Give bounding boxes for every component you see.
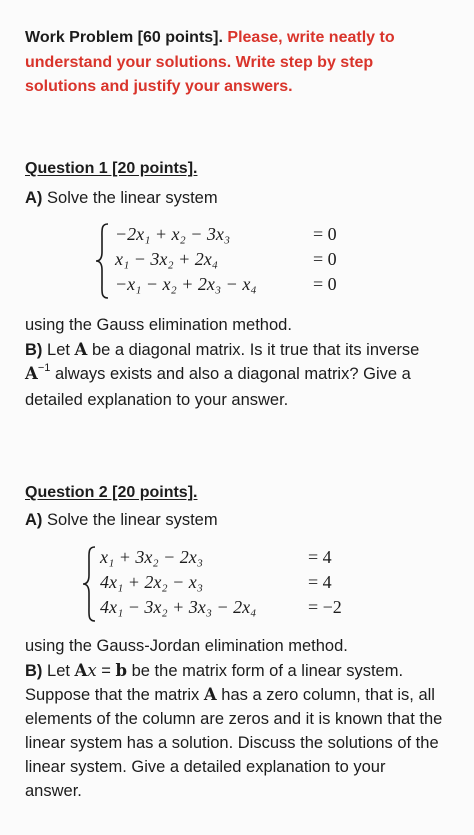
question-1-title: Question 1 [20 points]. [25, 160, 198, 177]
q2-brace [80, 545, 98, 623]
question-2-method: using the Gauss-Jordan elimination method. [25, 637, 348, 655]
q1-eq-1-rhs: = 0 [313, 224, 337, 244]
q2-b-eq-sign: = [96, 662, 116, 680]
q1-b-mid: be a diagonal matrix. Is it true that its inverse [91, 341, 420, 359]
q1-brace [93, 222, 111, 300]
q2-eq-3-rhs: = −2 [308, 597, 342, 617]
q1-eq-2-lhs: x₁ − 3x₂ + 2x₄ [115, 249, 219, 269]
q2-b-post: has a zero column, that is, all elements of the column are zeros and it is known that the linear system has a solution. Discuss the solutions of the linear system. Give a detailed explanation to your answer. [25, 686, 443, 800]
q1-eq-3-lhs: −x₁ − x₂ + 2x₃ − x₄ [115, 274, 257, 294]
q1-eq-2-rhs: = 0 [313, 249, 337, 269]
q2-b-pre: Let [47, 662, 70, 680]
q1-b-matrix: A [74, 340, 88, 359]
q2-linear-system [80, 545, 380, 625]
question-2-part-b [25, 659, 445, 803]
question-1-method: using the Gauss elimination method. [25, 316, 292, 334]
q2-b-eq-a: A [74, 661, 88, 680]
q1-linear-system [93, 222, 363, 302]
q2-b-eq-b: b [115, 661, 128, 680]
q2-b-eq-x: x [87, 661, 97, 680]
q2-eq-2-lhs: 4x₁ + 2x₂ − x₃ [100, 572, 204, 592]
q2-b-mid: be the matrix form of a linear system. Suppose that the matrix [25, 662, 404, 704]
question-1-part-b [25, 338, 445, 412]
q2-a-text: Solve the linear system [47, 511, 218, 529]
q2-eq-1-rhs: = 4 [308, 547, 332, 567]
q2-eq-3-lhs: 4x₁ − 3x₂ + 3x₃ − 2x₄ [100, 597, 257, 617]
q1-b-pre: Let [47, 341, 70, 359]
q1-eq-3-rhs: = 0 [313, 274, 337, 294]
q1-b-post: always exists and also a diagonal matrix? Give a detailed explanation to your answer. [25, 365, 411, 409]
question-1-part-a [25, 186, 445, 210]
instructions-header [25, 26, 445, 100]
q2-b-label: B) [25, 662, 43, 680]
q2-eq-1-lhs: x₁ + 3x₂ − 2x₃ [100, 547, 204, 567]
q1-eq-1-lhs: −2x₁ + x₂ − 3x₃ [115, 224, 231, 244]
header-lead: Work Problem [60 points]. [25, 29, 223, 46]
q1-a-label: A) [25, 189, 43, 207]
q1-b-inverse: A [25, 364, 38, 383]
q1-a-text: Solve the linear system [47, 189, 218, 207]
q2-b-matrix: A [203, 685, 217, 704]
q2-a-label: A) [25, 511, 43, 529]
header-instructions: Please, write neatly to understand your solutions. Write step by step solutions and justify your answers. [25, 29, 395, 95]
q2-eq-2-rhs: = 4 [308, 572, 332, 592]
question-2-part-a [25, 508, 445, 532]
q1-b-label: B) [25, 341, 43, 359]
question-2-title: Question 2 [20 points]. [25, 484, 198, 501]
q1-b-exponent: −1 [37, 362, 51, 374]
